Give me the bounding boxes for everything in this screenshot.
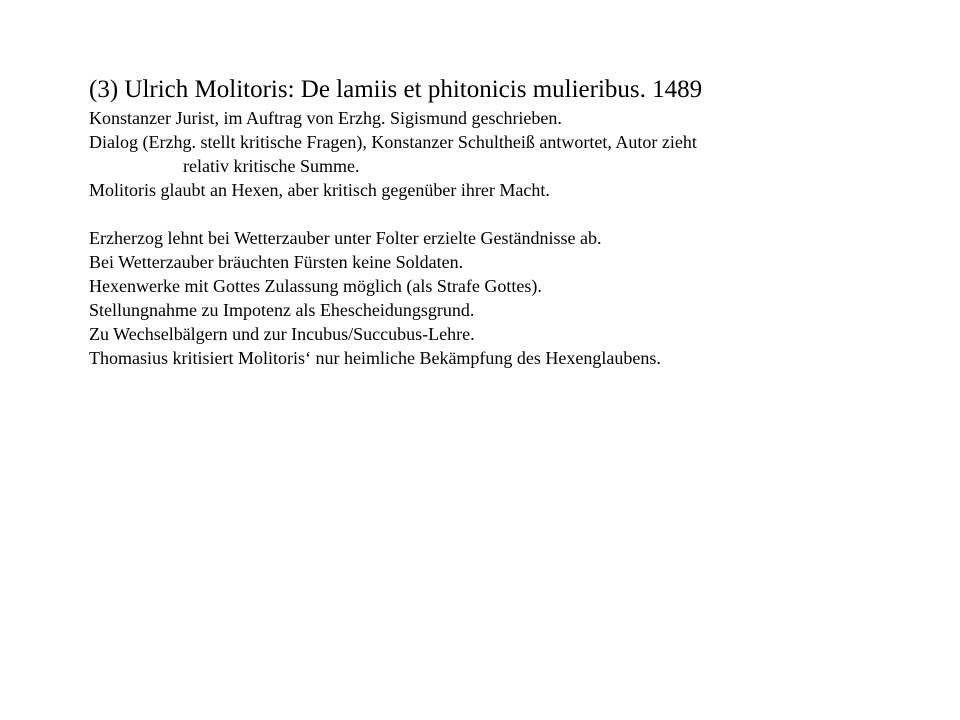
paragraph-spacer: [89, 202, 949, 226]
text-line-impotence: Stellungnahme zu Impotenz als Ehescheidungsgrund.: [89, 300, 475, 320]
text-line-belief: Molitoris glaubt an Hexen, aber kritisch gegenüber ihrer Macht.: [89, 180, 550, 200]
text-line-changelings: Zu Wechselbälgern und zur Incubus/Succubus-Lehre.: [89, 324, 475, 344]
slide-title: (3) Ulrich Molitoris: De lamiis et phitonicis mulieribus. 1489: [89, 76, 703, 103]
text-line-dialog-continued: relativ kritische Summe.: [183, 156, 360, 176]
text-line-jurist: Konstanzer Jurist, im Auftrag von Erzhg. Sigismund geschrieben.: [89, 108, 562, 128]
text-line-dialog: Dialog (Erzhg. stellt kritische Fragen), Konstanzer Schultheiß antwortet, Autor zieht: [89, 132, 697, 152]
text-line-soldiers: Bei Wetterzauber bräuchten Fürsten keine Soldaten.: [89, 252, 464, 272]
slide-content: [89, 74, 949, 370]
text-line-confessions: Erzherzog lehnt bei Wetterzauber unter Folter erzielte Geständnisse ab.: [89, 228, 602, 248]
text-line-thomasius: Thomasius kritisiert Molitoris‘ nur heimliche Bekämpfung des Hexenglaubens.: [89, 348, 661, 368]
text-line-divine-permission: Hexenwerke mit Gottes Zulassung möglich (als Strafe Gottes).: [89, 276, 542, 296]
